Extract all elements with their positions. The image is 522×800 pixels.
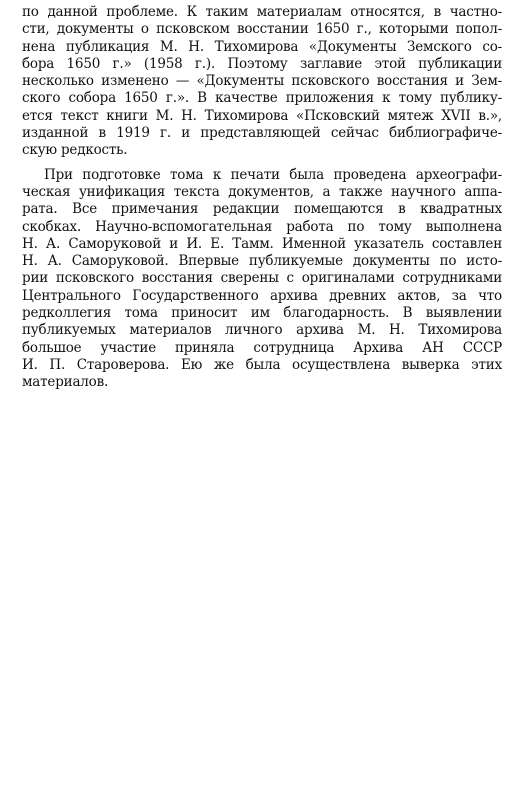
text-line: нена публикация М. Н. Тихомирова «Документы Земского со- <box>22 38 502 55</box>
text-line: несколько изменено — «Документы псковского восстания и Зем- <box>22 73 502 90</box>
paragraph-gap <box>22 160 502 167</box>
text-line: по данной проблеме. К таким материалам относятся, в частно- <box>22 4 502 20</box>
text-line: И. П. Староверова. Ею же была осуществлена выверка этих <box>22 356 502 373</box>
text-line: ется текст книги М. Н. Тихомирова «Псковский мятеж XVII в.», <box>22 107 502 124</box>
text-line: скобках. Научно-вспомогательная работа по тому выполнена <box>22 218 502 235</box>
text-line: скую редкость. <box>22 142 128 159</box>
text-line: Центрального Государственного архива древних актов, за что <box>22 287 502 304</box>
text-line: Н. А. Саморуковой. Впервые публикуемые документы по исто- <box>22 253 502 270</box>
text-line: изданной в 1919 г. и представляющей сейчас библиографиче- <box>22 125 502 142</box>
text-line: ского собора 1650 г.». В качестве приложения к тому публику- <box>22 90 502 107</box>
text-line: сти, документы о псковском восстании 1650 г., которыми попол- <box>22 21 502 38</box>
document-page <box>22 4 502 392</box>
text-line: большое участие приняла сотрудница Архива АН СССР <box>22 339 502 356</box>
text-line: материалов. <box>22 374 109 391</box>
paragraph-2 <box>22 167 502 392</box>
text-line: Н. А. Саморуковой и И. Е. Тамм. Именной указатель составлен <box>22 235 502 252</box>
text-line: бора 1650 г.» (1958 г.). Поэтому заглавие этой публикации <box>22 55 502 72</box>
text-line: рата. Все примечания редакции помещаются в квадратных <box>22 201 502 218</box>
text-line: ческая унификация текста документов, а также научного аппа- <box>22 183 502 200</box>
text-line: рии псковского восстания сверены с оригиналами сотрудниками <box>22 270 502 287</box>
text-line: редколлегия тома приносит им благодарность. В выявлении <box>22 305 502 322</box>
paragraph-1 <box>22 4 502 160</box>
text-line: публикуемых материалов личного архива М. Н. Тихомирова <box>22 322 502 339</box>
text-line: При подготовке тома к печати была проведена археографи- <box>44 166 502 183</box>
